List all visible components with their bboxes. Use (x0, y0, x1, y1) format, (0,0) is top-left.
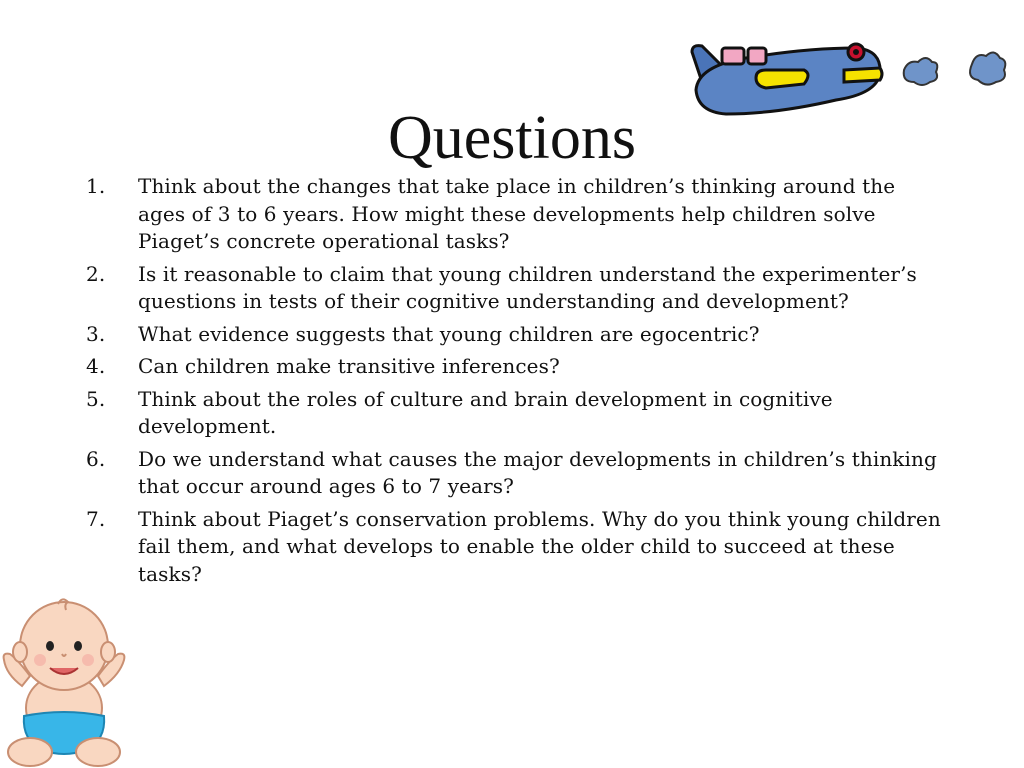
question-number: 4. (86, 354, 106, 378)
question-number: 5. (86, 386, 106, 411)
list-item (86, 386, 946, 441)
question-text: Think about the roles of culture and brain development in cognitive development. (138, 386, 833, 438)
list-item (86, 261, 946, 316)
list-item (86, 446, 946, 501)
list-item (86, 321, 946, 349)
list-item (86, 506, 946, 589)
question-number: 1. (86, 174, 106, 198)
question-text: Think about the changes that take place in children’s thinking around the ages of 3 to 6 years. How might these developments help children solve Piaget’s concrete operational tasks? (138, 174, 896, 253)
list-item (86, 173, 946, 256)
list-item (86, 353, 946, 381)
question-text: Can children make transitive inferences? (138, 354, 560, 378)
question-text: Do we understand what causes the major developments in children’s thinking that occur around ages 6 to 7 years? (138, 446, 937, 498)
question-text: Is it reasonable to claim that young children understand the experimenter’s questions in tests of their cognitive understanding and development? (138, 261, 917, 313)
question-number: 7. (86, 506, 106, 531)
baby-clipart-icon (0, 590, 130, 768)
question-text: Think about Piaget’s conservation problems. Why do you think young children fail them, and what develops to enable the older child to succeed at these tasks? (138, 506, 941, 586)
question-number: 3. (86, 321, 106, 346)
questions-list (86, 173, 946, 593)
question-number: 6. (86, 446, 106, 471)
question-number: 2. (86, 261, 106, 286)
slide-title: Questions (388, 104, 636, 172)
question-text: What evidence suggests that young children are egocentric? (138, 321, 760, 346)
